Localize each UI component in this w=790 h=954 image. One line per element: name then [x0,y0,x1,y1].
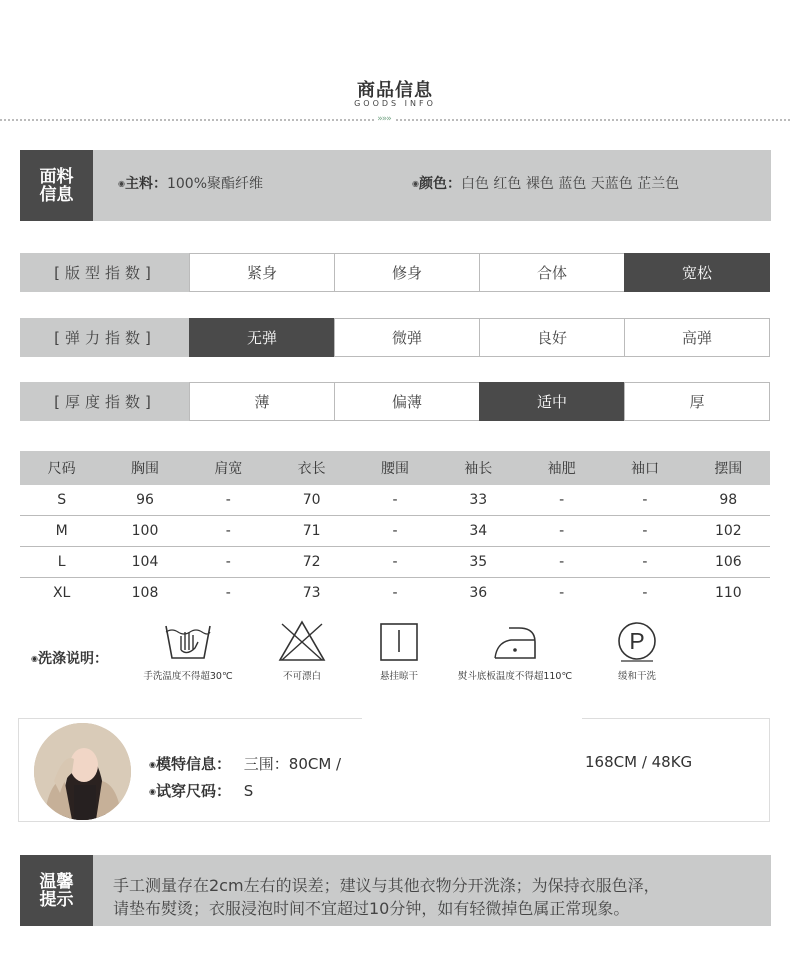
model-photo-icon [34,723,131,820]
model-size-value: S [243,782,254,800]
dry-clean-p-icon [613,620,661,662]
tips-label-line1: 温馨 [39,871,74,892]
header-cell: 袖长 [437,451,520,485]
table-cell: M [20,516,103,547]
fit-index-label: [版型指数] [20,253,190,292]
thickness-index-row [20,382,770,421]
header-cell: 袖肥 [520,451,603,485]
dryclean-letter: P [629,628,645,654]
table-cell: 106 [687,547,770,578]
header-cell: 袖口 [603,451,686,485]
bullet-icon: ◉ [412,179,419,188]
header-cell: 尺码 [20,451,103,485]
table-row [20,485,770,516]
model-info-value-part1: 三围：80CM / [243,755,342,773]
fabric-info-label [20,150,93,221]
table-cell: - [392,585,398,601]
dotted-divider [0,119,790,121]
care-item-iron [455,620,575,682]
table-cell: 102 [687,516,770,547]
table-cell: - [353,547,436,578]
care-item-hang-dry [339,620,459,682]
material-label: 主料： [124,176,167,192]
thickness-option: 薄 [189,382,335,421]
fabric-label-line1: 面料 [39,166,74,187]
color-field [412,173,679,193]
thickness-index-label: [厚度指数] [20,382,190,421]
elasticity-index-label: [弹力指数] [20,318,190,357]
table-cell: 70 [270,485,353,516]
care-label-text: 洗涤说明： [37,651,108,667]
table-cell: - [520,516,603,547]
model-size-line [149,780,253,801]
fit-option: 合体 [479,253,625,292]
table-cell: - [559,585,565,601]
thickness-option: 厚 [624,382,770,421]
thickness-option: 偏薄 [334,382,480,421]
table-cell: 98 [687,485,770,516]
bullet-icon: ◉ [149,760,156,769]
page-subtitle: GOODS INFO [354,99,436,108]
box-gap [362,716,582,720]
bullet-icon: ◉ [149,787,156,796]
table-cell: 36 [469,585,488,601]
elasticity-option: 微弹 [334,318,480,357]
material-field [118,173,263,193]
table-cell: 100 [103,516,186,547]
header-cell: 肩宽 [187,451,270,485]
table-cell: - [187,485,270,516]
fit-option-selected: 宽松 [624,253,770,292]
care-caption: 不可漂白 [282,671,321,682]
table-cell: 33 [437,485,520,516]
table-cell: XL [52,585,71,601]
table-cell: - [603,547,686,578]
table-cell: 72 [270,547,353,578]
arrows-icon: »»» [374,114,394,124]
elasticity-index-row [20,318,770,357]
table-cell: - [603,516,686,547]
elasticity-option: 高弹 [624,318,770,357]
table-cell: - [520,547,603,578]
table-cell: - [353,516,436,547]
tips-text [113,874,763,920]
table-row [20,516,770,547]
color-label: 颜色： [418,176,461,192]
bullet-icon: ◉ [118,179,125,188]
fabric-label-line2: 信息 [39,184,74,205]
no-bleach-icon [278,620,326,662]
table-cell: 71 [270,516,353,547]
table-cell: 110 [714,585,742,601]
care-caption: 手洗温度不得超30℃ [143,671,233,682]
table-cell: 34 [437,516,520,547]
hand-wash-icon [164,620,212,662]
page-title: 商品信息 [357,80,433,101]
care-caption: 悬挂晾干 [379,671,418,682]
care-item-hand-wash [128,620,248,682]
table-cell: 108 [131,585,159,601]
size-table-header [20,451,770,485]
model-info-line [149,753,341,774]
model-info-value-part2: 168CM / 48KG [585,753,693,771]
header-cell: 胸围 [103,451,186,485]
table-cell: 73 [302,585,321,601]
header-cell: 衣长 [270,451,353,485]
table-cell: - [225,585,231,601]
care-label [31,648,108,668]
table-cell: - [642,585,648,601]
tips-line2: 请垫布熨烫；衣服浸泡时间不宜超过10分钟，如有轻微掉色属正常现象。 [113,899,630,918]
model-info-label: 模特信息： [155,755,231,773]
care-item-dry-clean [577,620,697,682]
table-cell: - [187,516,270,547]
material-value: 100%聚酯纤维 [166,176,264,192]
avatar [34,723,131,820]
table-row [20,578,770,609]
care-caption: 缓和干洗 [617,671,656,682]
table-row [20,547,770,578]
table-cell: - [353,485,436,516]
iron-icon [491,620,539,662]
elasticity-option-selected: 无弹 [189,318,335,357]
tips-label-line2: 提示 [39,889,74,910]
model-size-label: 试穿尺码： [155,782,231,800]
header-cell: 腰围 [353,451,436,485]
table-cell: - [520,485,603,516]
bullet-icon: ◉ [31,654,38,663]
thickness-option-selected: 适中 [479,382,625,421]
fit-option: 修身 [334,253,480,292]
table-cell: L [20,547,103,578]
table-cell: S [20,485,103,516]
tips-line1: 手工测量存在2cm左右的误差；建议与其他衣物分开洗涤；为保持衣服色泽， [113,876,660,895]
fit-option: 紧身 [189,253,335,292]
size-table [20,451,770,608]
color-value: 白色 红色 裸色 蓝色 天蓝色 芷兰色 [460,176,680,192]
hang-dry-icon [375,620,423,662]
care-caption: 熨斗底板温度不得超110℃ [457,671,573,682]
fit-index-row [20,253,770,292]
tips-label [20,855,93,926]
table-cell: 96 [103,485,186,516]
table-cell: 35 [437,547,520,578]
table-cell: 104 [103,547,186,578]
elasticity-option: 良好 [479,318,625,357]
header-cell: 摆围 [687,451,770,485]
table-cell: - [603,485,686,516]
table-cell: - [187,547,270,578]
